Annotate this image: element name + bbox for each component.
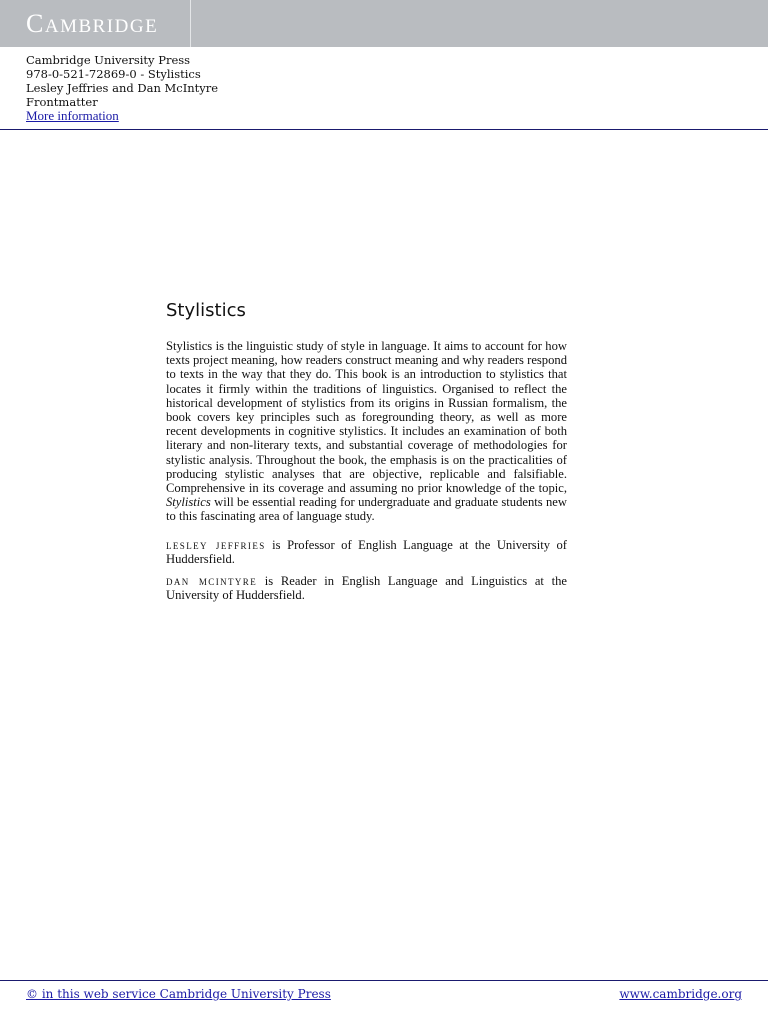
author-bio [166,538,567,566]
book-metadata [26,53,218,123]
logo-rest: AMBRIDGE [44,16,159,37]
blurb-part-1: Stylistics is the linguistic study of style in language. It aims to account for how texts project meaning, how readers construct meaning and why readers respond to texts in the way that they do. This book is an introduction to stylistics that locates it firmly within the traditions of linguistics. Organised to reflect the historical development of stylistics from its origins in Russian formalism, the book covers key principles such as foregrounding theory, as well as more recent developments in cognitive stylistics. It includes an examination of both literary and non-literary texts, and substantial coverage of methodologies for stylistic analysis. Throughout the book, the emphasis is on the practicalities of producing stylistic analyses that are objective, replicable and falsifiable. Comprehensive in its coverage and assuming no prior knowledge of the topic, [166,339,567,496]
bottom-divider [0,980,768,981]
authors-line: Lesley Jeffries and Dan McIntyre [26,81,219,95]
author-bio-text: is Professor of English Language at the University of Huddersfield. [166,537,568,566]
header-banner [0,0,768,47]
book-blurb [166,339,567,524]
blurb-italic-title: Stylistics [166,495,211,510]
publisher-line: Cambridge University Press [26,53,191,67]
top-divider [0,129,768,130]
author-bio [166,574,567,602]
author-name: dan mcintyre [166,573,258,589]
author-name: lesley jeffries [166,536,266,552]
blurb-part-2: will be essential reading for undergraduate and graduate students new to this fascinating area of language study. [166,495,567,524]
banner-divider [190,0,191,47]
author-bio-text: is Reader in English Language and Linguistics at the University of Huddersfield. [166,574,567,603]
cambridge-logo[interactable] [26,9,158,39]
more-information-link[interactable]: More information [26,108,119,123]
page-content [166,300,567,610]
section-line: Frontmatter [26,95,98,109]
isbn-title-line: 978-0-521-72869-0 - Stylistics [26,67,201,81]
website-link[interactable]: www.cambridge.org [619,987,742,1001]
book-title: Stylistics [166,300,246,321]
logo-initial: C [26,9,45,38]
copyright-link[interactable]: © in this web service Cambridge University Press [26,987,331,1001]
